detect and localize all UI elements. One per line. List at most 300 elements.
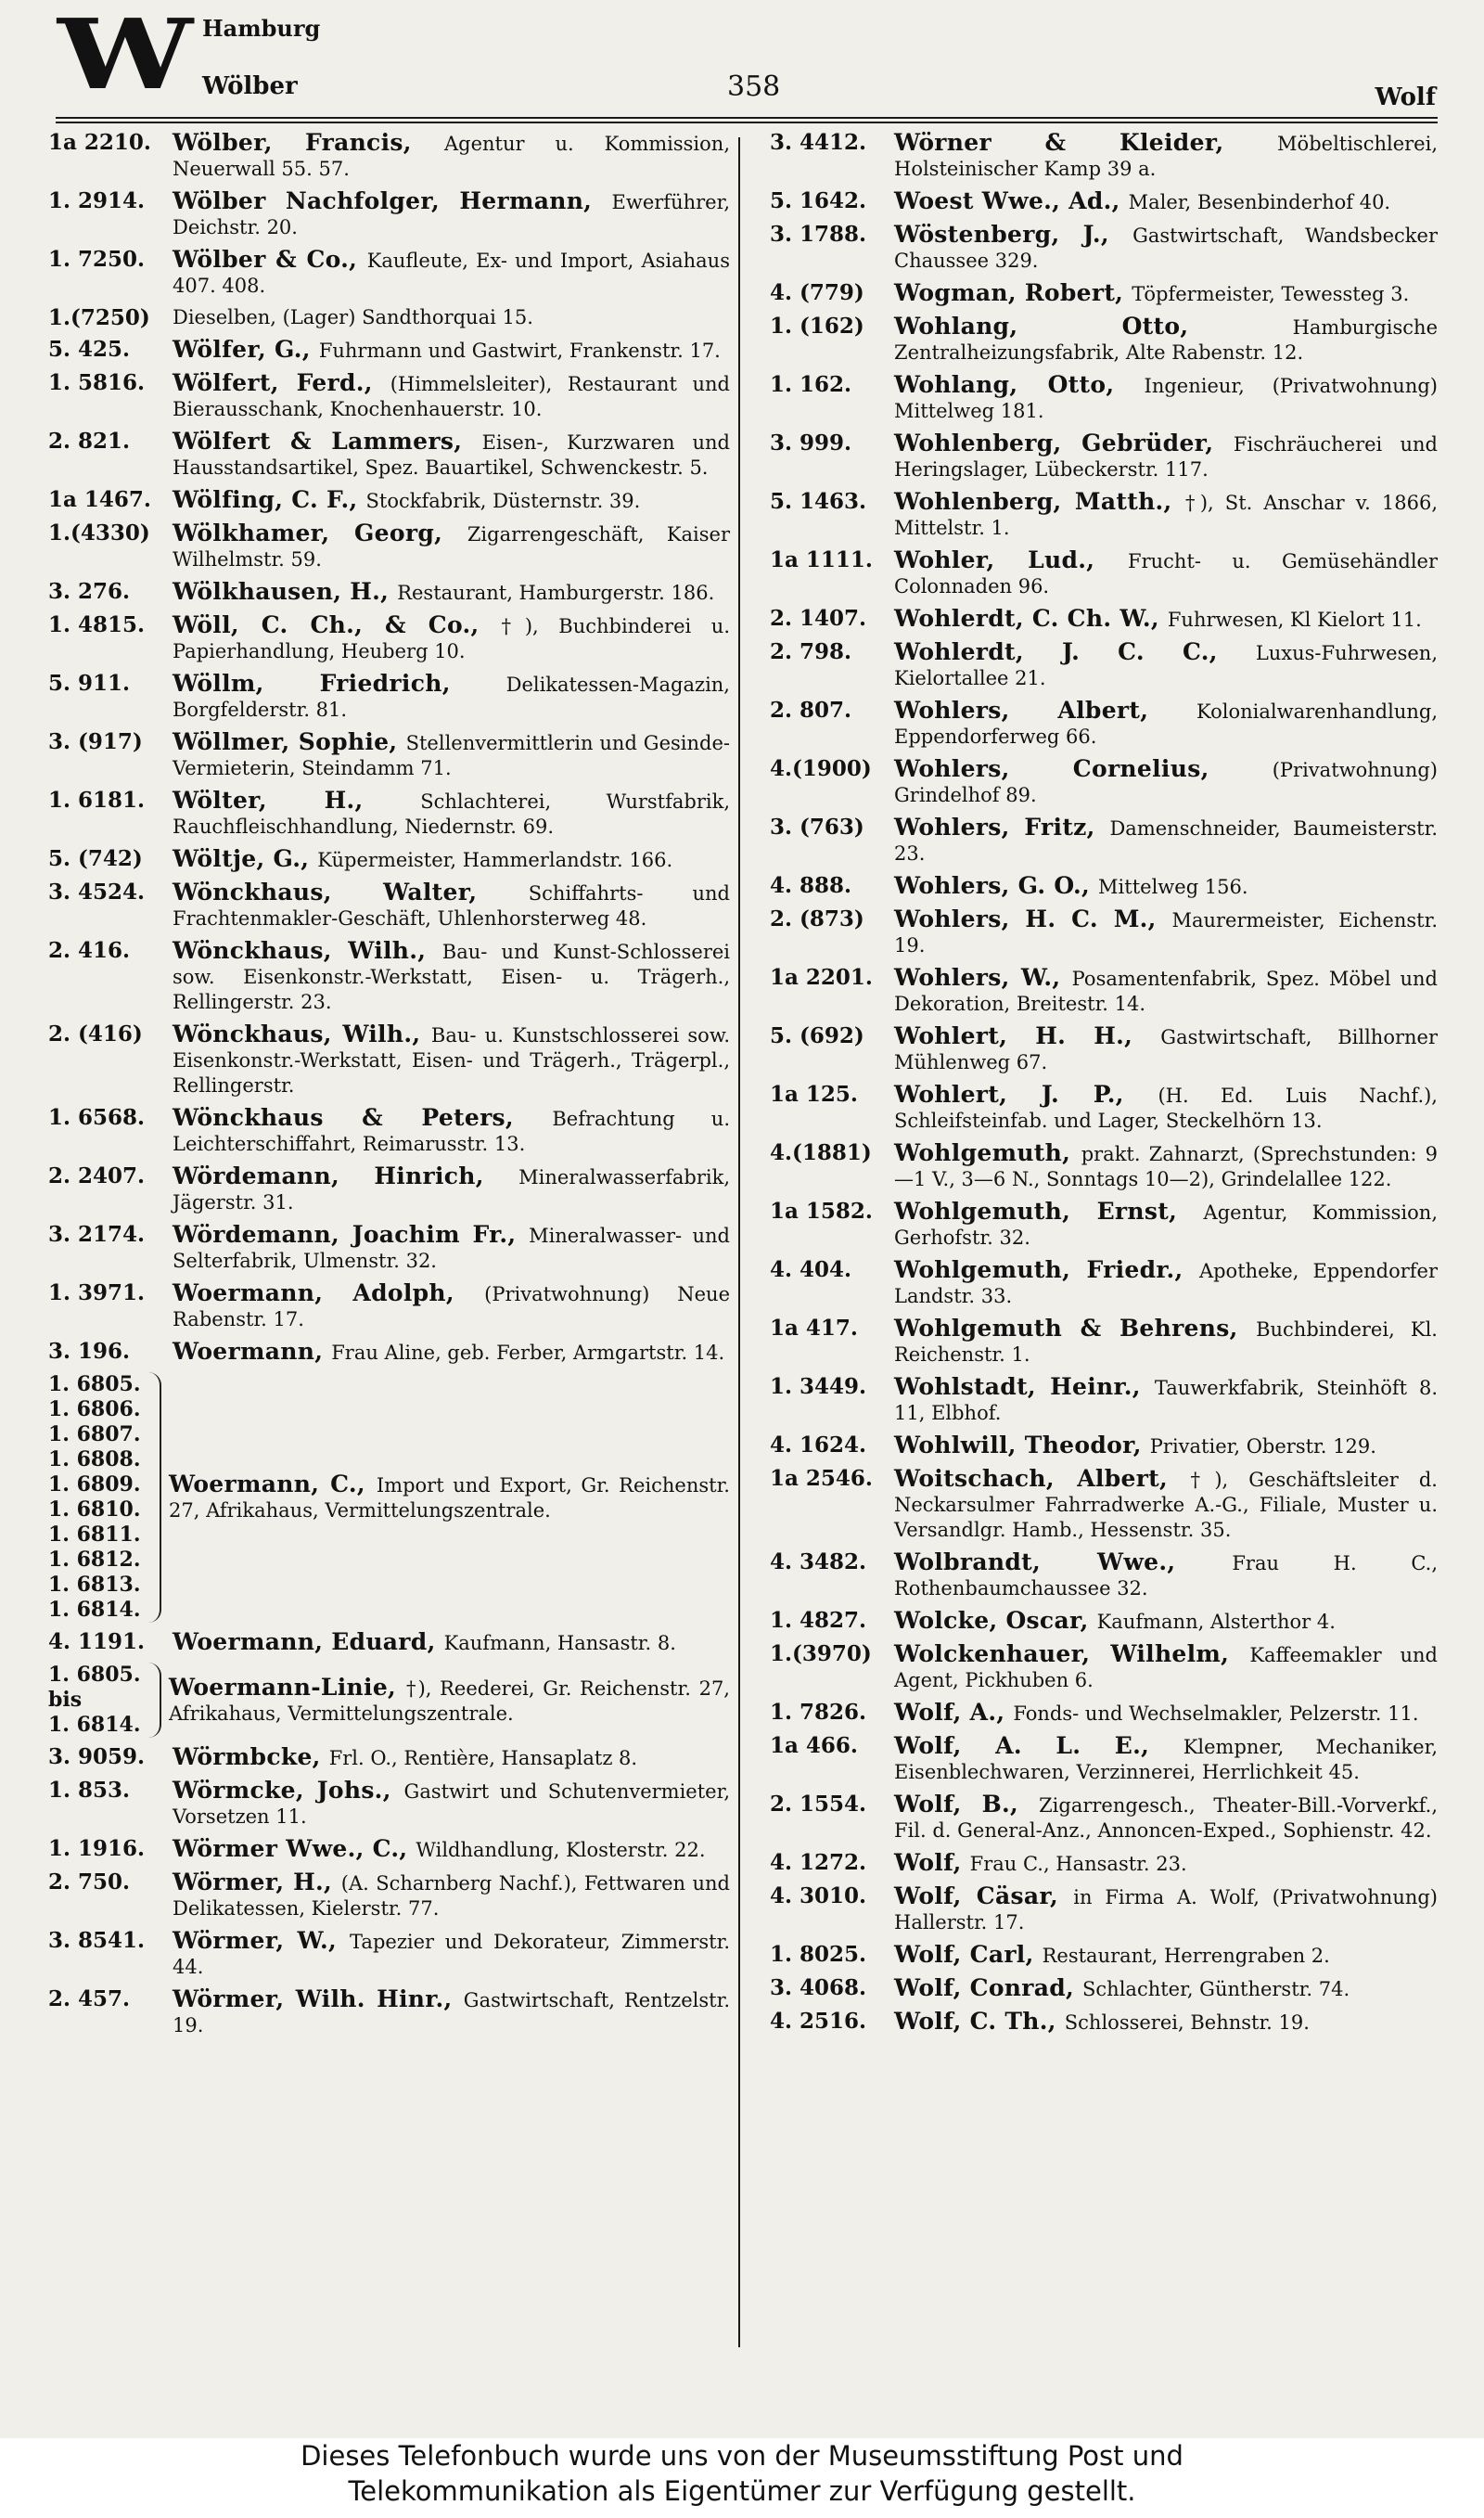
listing-body	[173, 1869, 730, 1921]
listing-name: Wohlgemuth, Ernst,	[894, 1198, 1204, 1225]
listing-details: Gastwirtschaft, Rentzelstr. 19.	[173, 1989, 730, 2036]
listing-name: Wörmer, H.,	[173, 1869, 341, 1895]
listing-details: Fuhrwesen, Kl Kielort 11.	[1167, 609, 1422, 631]
listing-name: Wörmbcke,	[173, 1743, 329, 1770]
section-letter: W	[58, 0, 193, 111]
phone-number: 1. 3971.	[48, 1280, 146, 1305]
listing-details: Küpermeister, Hammerlandstr. 166.	[317, 849, 673, 871]
listing-details: (Privatwohnung) Neue Rabenstr. 17.	[173, 1283, 731, 1330]
listing-entry	[770, 1466, 1438, 1543]
phone-number: 2. 457.	[48, 1986, 131, 2011]
phone-number: 2. 821.	[48, 429, 131, 454]
phone-number: 1. 6808.	[48, 1447, 141, 1471]
listing-entry	[48, 612, 730, 664]
listing-name: Wörner & Kleider,	[894, 129, 1278, 156]
listing-details: Schiffahrts- und Frachtenmakler-Geschäft, Uhlenhorsterweg 48.	[173, 882, 731, 930]
listing-details: Delikatessen-Magazin, Borgfelderstr. 81.	[173, 674, 730, 721]
listing-name: Wohlstadt, Heinr.,	[894, 1373, 1155, 1400]
listing-details: (Privatwohnung) Grindelhof 89.	[894, 759, 1438, 806]
listing-details: Möbeltischlerei, Holsteinischer Kamp 39 a.	[894, 133, 1438, 180]
listing-details: Mittelweg 156.	[1098, 876, 1248, 898]
phone-number: 4. 1624.	[770, 1432, 867, 1458]
listing-details: (Himmelsleiter), Restaurant und Bierausschank, Knochenhauerstr. 10.	[173, 373, 730, 420]
listing-body	[894, 1608, 1438, 1635]
listing-body	[894, 1466, 1438, 1543]
phone-number: 1. 6805.	[48, 1372, 141, 1396]
listing-entry-group	[48, 1663, 730, 1738]
listing-details: Kaufmann, Alsterthor 4.	[1096, 1611, 1336, 1633]
listing-name: Wönckhaus, Wilh.,	[173, 1021, 431, 1047]
phone-number: 5. (742)	[48, 846, 143, 871]
listing-entry-group	[48, 1372, 730, 1623]
listing-body	[173, 429, 730, 481]
phone-number: 5. 1463.	[770, 489, 867, 514]
phone-number: 1. 8025.	[770, 1942, 867, 1967]
listing-body	[173, 729, 730, 781]
listing-name: Wolf, Carl,	[894, 1941, 1043, 1968]
listing-name: Woermann, Adolph,	[173, 1279, 485, 1306]
phone-number: 1. 6812.	[48, 1548, 141, 1572]
listing-entry	[48, 1778, 730, 1830]
listing-name: Wöllmer, Sophie,	[173, 728, 406, 755]
listing-name: Wohler, Lud.,	[894, 546, 1129, 573]
listing-details: Privatier, Oberstr. 129.	[1149, 1435, 1376, 1458]
listing-name: Wohlers, G. O.,	[894, 872, 1099, 899]
listing-details: Zigarrengesch., Theater-Bill.-Vorverkf., Fil. d. General-Anz., Annoncen-Exped., Sophienstr. 42.	[894, 1794, 1438, 1842]
phone-number: 4. 3010.	[770, 1883, 867, 1908]
phone-number: 1. 6811.	[48, 1522, 141, 1547]
listing-name: Wohlers, Cornelius,	[894, 755, 1273, 782]
listing-text	[169, 1675, 730, 1727]
listing-name: Woermann-Linie,	[169, 1673, 407, 1701]
listing-details: Schlachter, Güntherstr. 74.	[1082, 1978, 1350, 2000]
phone-number: 1. 3449.	[770, 1374, 867, 1399]
listing-body	[894, 1199, 1438, 1251]
listing-details: Klempner, Mechaniker, Eisenblechwaren, Verzinnerei, Herrlichkeit 45.	[894, 1736, 1438, 1783]
phone-number: 1. 6810.	[48, 1497, 141, 1522]
listing-details: Bau- u. Kunstschlosserei sow. Eisenkonstr.-Werkstatt, Eisen- und Trägerh., Trägerpl., Rellingerstr.	[173, 1024, 730, 1097]
listing-entry	[770, 1942, 1438, 1969]
listing-name: Wolcke, Oscar,	[894, 1607, 1097, 1634]
header-range-to: Wolf	[1375, 84, 1436, 111]
listing-body	[894, 873, 1438, 900]
listing-body	[173, 612, 730, 664]
listing-body	[894, 965, 1438, 1017]
listing-body	[894, 430, 1438, 482]
phone-number: 4. 3482.	[770, 1549, 867, 1574]
listing-details: Kaufmann, Hansastr. 8.	[443, 1632, 676, 1654]
listing-entry	[770, 606, 1438, 633]
listing-entry	[770, 1700, 1438, 1727]
listing-body	[894, 280, 1438, 307]
listing-name: Wöstenberg, J.,	[894, 221, 1133, 248]
listing-body	[169, 1663, 730, 1738]
phone-number: 1. 6805.	[48, 1663, 141, 1687]
listing-details: in Firma A. Wolf, (Privatwohnung) Hallerstr. 17.	[894, 1886, 1438, 1933]
phone-number: 1. 6809.	[48, 1472, 141, 1497]
listing-entry	[48, 247, 730, 299]
phone-number: 1a 1467.	[48, 487, 151, 512]
phone-number: 1.(3970)	[770, 1641, 872, 1666]
listing-name: Wölfert & Lammers,	[173, 428, 482, 455]
listing-name: Wölber & Co.,	[173, 246, 367, 273]
listing-body	[894, 2009, 1438, 2036]
listing-body	[894, 547, 1438, 599]
phone-number: 4. (779)	[770, 280, 864, 305]
listing-body	[894, 1257, 1438, 1309]
listing-entry	[770, 1883, 1438, 1935]
listing-entry	[48, 1629, 730, 1656]
listing-details: Maurermeister, Eichenstr. 19.	[894, 909, 1438, 957]
listing-entry	[770, 1023, 1438, 1075]
listing-entry	[48, 130, 730, 182]
listing-name: Wöllm, Friedrich,	[173, 670, 506, 697]
listing-details: Maler, Besenbinderhof 40.	[1128, 191, 1391, 213]
footer-line-2: Telekommunikation als Eigentümer zur Verfügung gestellt.	[348, 2475, 1136, 2507]
listing-entry	[48, 337, 730, 364]
listing-details: Eisen-, Kurzwaren und Hausstandsartikel, Spez. Bauartikel, Schwenckestr. 5.	[173, 431, 730, 479]
phone-number: 3. 4524.	[48, 880, 146, 905]
phone-number: 1a 2546.	[770, 1466, 873, 1491]
phone-number: 3. 2174.	[48, 1222, 146, 1247]
listing-entry	[770, 1975, 1438, 2002]
phone-number: 1a 1582.	[770, 1199, 873, 1224]
listing-body	[894, 1316, 1438, 1368]
listing-body	[894, 639, 1438, 691]
phone-number: 3. 9059.	[48, 1744, 146, 1769]
listing-body	[173, 1986, 730, 2038]
phone-number: 3. 4068.	[770, 1975, 867, 2000]
phone-number: 1. 6807.	[48, 1422, 141, 1446]
listing-entry	[770, 280, 1438, 307]
phone-number: 1. 162.	[770, 372, 852, 397]
listing-body	[173, 1629, 730, 1656]
listing-entry	[770, 489, 1438, 541]
phone-number: 1. 6181.	[48, 788, 146, 813]
listing-name: Wölkhausen, H.,	[173, 578, 398, 605]
listing-name: Wörmer, W.,	[173, 1927, 351, 1954]
listing-body	[894, 1140, 1438, 1192]
phone-number: 5. 425.	[48, 337, 131, 362]
listing-entry	[770, 1608, 1438, 1635]
listing-entry	[770, 2009, 1438, 2036]
phone-number: 1. 2914.	[48, 188, 146, 213]
listing-details: Agentur, Kommission, Gerhofstr. 32.	[894, 1201, 1438, 1249]
listing-name: Wölfing, C. F.,	[173, 486, 366, 513]
listing-body	[894, 1023, 1438, 1075]
listing-body	[894, 1883, 1438, 1935]
column-divider	[738, 137, 740, 2347]
listing-name: Wönckhaus & Peters,	[173, 1104, 553, 1131]
listing-entry	[770, 430, 1438, 482]
listing-entry	[770, 314, 1438, 366]
footer-credit	[0, 2438, 1484, 2518]
listing-body	[173, 247, 730, 299]
listing-entry	[770, 756, 1438, 808]
listing-details: Restaurant, Hamburgerstr. 186.	[397, 582, 715, 604]
listing-details: (A. Scharnberg Nachf.), Fettwaren und Delikatessen, Kielerstr. 77.	[173, 1872, 730, 1920]
phone-number: 4. 1191.	[48, 1629, 146, 1654]
listing-details: Import und Export, Gr. Reichenstr. 27, Afrikahaus, Vermittelungszentrale.	[169, 1474, 730, 1522]
listing-name: Wogman, Robert,	[894, 279, 1132, 306]
listing-body	[173, 520, 730, 572]
listing-body	[894, 1082, 1438, 1134]
listing-name: Wolf, C. Th.,	[894, 2008, 1065, 2035]
listing-details: Fischräucherei und Heringslager, Lübeckerstr. 117.	[894, 433, 1439, 481]
listing-body	[173, 846, 730, 873]
listing-details: Fuhrmann und Gastwirt, Frankenstr. 17.	[318, 340, 721, 362]
phone-number: 1. 6814.	[48, 1598, 141, 1622]
listing-entry	[770, 815, 1438, 867]
listing-body	[173, 305, 730, 330]
listing-name: Wohlang, Otto,	[894, 313, 1293, 340]
listing-details: Luxus-Fuhrwesen, Kielortallee 21.	[894, 642, 1438, 689]
phone-number: 1. 6568.	[48, 1105, 146, 1130]
listing-name: Wördemann, Hinrich,	[173, 1163, 519, 1189]
listing-name: Wördemann, Joachim Fr.,	[173, 1221, 530, 1248]
listing-entry	[48, 1836, 730, 1863]
listing-entry	[48, 305, 730, 330]
listing-details: Befrachtung u. Leichterschiffahrt, Reimarusstr. 13.	[173, 1108, 730, 1155]
header-range-from: Wölber	[202, 72, 298, 100]
listing-body	[173, 938, 730, 1015]
listing-details: Posamentenfabrik, Spez. Möbel und Dekoration, Breitestr. 14.	[894, 968, 1438, 1015]
phone-number: 1. 4827.	[770, 1608, 867, 1633]
listing-name: Wölfer, G.,	[173, 336, 319, 363]
listing-body	[894, 1850, 1438, 1877]
phone-number: 2. 1407.	[770, 606, 867, 631]
listing-name: Wolf, A. L. E.,	[894, 1732, 1183, 1759]
phone-number-list	[48, 1372, 161, 1623]
listing-entry	[770, 1140, 1438, 1192]
phone-number: 1.(4330)	[48, 520, 150, 546]
listing-details: Gastwirtschaft, Billhorner Mühlenweg 67.	[894, 1026, 1439, 1073]
listing-body	[173, 1021, 730, 1098]
phone-number: 1a 125.	[770, 1082, 858, 1107]
listing-body	[894, 815, 1438, 867]
phone-number: 1a 2201.	[770, 965, 873, 990]
phone-number: 1a 466.	[770, 1733, 858, 1758]
listing-body	[894, 1792, 1438, 1844]
listing-name: Wölter, H.,	[173, 787, 421, 814]
phone-number: 4.(1881)	[770, 1140, 872, 1165]
listing-name: Woermann,	[173, 1338, 332, 1365]
listing-entry	[770, 1199, 1438, 1251]
phone-number: 1. 6814.	[48, 1713, 141, 1737]
listing-name: Wölkhamer, Georg,	[173, 520, 467, 546]
phone-number: 2. 1554.	[770, 1792, 867, 1817]
listing-entry	[48, 1222, 730, 1274]
listing-body	[173, 1928, 730, 1980]
listing-details: Frucht- u. Gemüsehändler Colonnaden 96.	[894, 550, 1438, 597]
phone-number: 1. 5816.	[48, 370, 146, 395]
listing-details: Töpfermeister, Tewessteg 3.	[1132, 283, 1410, 305]
phone-number: 1a 1111.	[770, 547, 873, 572]
phone-number: 1a 417.	[770, 1316, 858, 1341]
listing-entry	[770, 1549, 1438, 1601]
left-column	[48, 130, 730, 2045]
listing-body	[894, 1975, 1438, 2002]
listing-entry	[770, 1082, 1438, 1134]
listing-details: Kolonialwarenhandlung, Eppendorferweg 66.	[894, 700, 1438, 748]
listing-details: Buchbinderei, Kl. Reichenstr. 1.	[894, 1318, 1438, 1366]
listing-entry	[48, 938, 730, 1015]
listing-body	[894, 606, 1438, 633]
phone-number: 1. 1916.	[48, 1836, 146, 1861]
listing-name: Woitschach, Albert,	[894, 1465, 1191, 1492]
listing-entry	[48, 1986, 730, 2038]
phone-number: 2. 750.	[48, 1869, 131, 1895]
listing-body	[894, 188, 1438, 215]
listing-entry	[770, 547, 1438, 599]
listing-body	[894, 1700, 1438, 1727]
listing-details: Ewerführer, Deichstr. 20.	[173, 191, 730, 238]
listing-name: Wohlerdt, C. Ch. W.,	[894, 605, 1168, 632]
phone-number: 1. 6806.	[48, 1397, 141, 1421]
listing-details: Tauwerkfabrik, Steinhöft 8. 11, Elbhof.	[894, 1377, 1438, 1424]
listing-name: Wönckhaus, Walter,	[173, 879, 529, 906]
phone-number: 5. 1642.	[770, 188, 867, 213]
listing-body	[173, 1778, 730, 1830]
listing-entry	[770, 1374, 1438, 1426]
listing-body	[894, 314, 1438, 366]
listing-body	[173, 337, 730, 364]
listing-details: Wildhandlung, Klosterstr. 22.	[416, 1839, 706, 1861]
phone-number: 1. 6813.	[48, 1573, 141, 1597]
listing-entry	[770, 965, 1438, 1017]
listing-body	[173, 130, 730, 182]
listing-details: Frau H. C., Rothenbaumchaussee 32.	[894, 1552, 1438, 1599]
listing-details: Fonds- und Wechselmakler, Pelzerstr. 11.	[1013, 1702, 1419, 1725]
listing-name: Wohlwill, Theodor,	[894, 1432, 1150, 1458]
listing-name: Wohlerdt, J. C. C.,	[894, 638, 1256, 665]
phone-number: 1. 853.	[48, 1778, 131, 1803]
listing-entry	[48, 880, 730, 931]
listing-details: Stockfabrik, Düsternstr. 39.	[365, 490, 641, 512]
phone-number: 2. 416.	[48, 938, 131, 963]
listing-text	[169, 1471, 730, 1523]
listing-body	[173, 487, 730, 514]
listing-entry	[48, 1339, 730, 1366]
listing-body	[169, 1372, 730, 1623]
listing-details: Restaurant, Herrengraben 2.	[1042, 1945, 1330, 1967]
listing-entry	[48, 487, 730, 514]
listing-entry	[770, 1432, 1438, 1459]
listing-entry	[48, 520, 730, 572]
listing-name: Wönckhaus, Wilh.,	[173, 937, 442, 964]
listing-name: Wolf, Cäsar,	[894, 1882, 1074, 1909]
footer-line-1: Dieses Telefonbuch wurde uns von der Museumsstiftung Post und	[301, 2440, 1183, 2472]
listing-body	[894, 756, 1438, 808]
listing-entry	[770, 1316, 1438, 1368]
listing-name: Wolf, Conrad,	[894, 1974, 1083, 2001]
listing-entry	[770, 222, 1438, 274]
listing-body	[894, 222, 1438, 274]
phone-number: 2. (873)	[770, 906, 864, 931]
phone-number: 1.(7250)	[48, 305, 150, 330]
phone-number: 4. 2516.	[770, 2009, 867, 2034]
listing-details: Zigarrengeschäft, Kaiser Wilhelmstr. 59.	[173, 523, 730, 571]
listing-name: Wolf, B.,	[894, 1791, 1040, 1818]
listing-name: Wörmcke, Johs.,	[173, 1777, 404, 1804]
listing-details: Damenschneider, Baumeisterstr. 23.	[894, 817, 1439, 865]
listing-body	[173, 1339, 730, 1366]
listing-body	[173, 1105, 730, 1157]
listing-entry	[770, 188, 1438, 215]
phone-number: 2. 798.	[770, 639, 852, 664]
phone-number: 3. (763)	[770, 815, 864, 840]
listing-entry	[48, 188, 730, 240]
phone-number: 4. 888.	[770, 873, 852, 898]
listing-entry	[48, 671, 730, 723]
listing-name: Wohlgemuth,	[894, 1139, 1081, 1166]
phone-number: 5. 911.	[48, 671, 131, 696]
listing-entry	[48, 429, 730, 481]
phone-number: 3. 999.	[770, 430, 852, 456]
listing-body	[894, 1641, 1438, 1693]
listing-entry	[48, 579, 730, 606]
phone-number: 4. 1272.	[770, 1850, 867, 1875]
listing-body	[173, 671, 730, 723]
header-city: Hamburg	[202, 15, 321, 42]
phone-number: 3. 4412.	[770, 130, 867, 155]
listing-name: Wohlers, Fritz,	[894, 814, 1110, 841]
listing-name: Wölber, Francis,	[173, 129, 444, 156]
listing-entry	[48, 1744, 730, 1771]
listing-details: Hamburgische Zentralheizungsfabrik, Alte Rabenstr. 12.	[894, 316, 1438, 364]
listing-body	[894, 372, 1438, 424]
listing-details: Agentur u. Kommission, Neuerwall 55. 57.	[173, 133, 730, 180]
listing-name: Wolf, A.,	[894, 1699, 1014, 1726]
listing-details: Mineralwasserfabrik, Jägerstr. 31.	[173, 1166, 730, 1214]
listing-details: Frl. O., Rentière, Hansaplatz 8.	[328, 1747, 638, 1769]
listing-entry	[770, 698, 1438, 750]
listing-details: Gastwirtschaft, Wandsbecker Chaussee 329.	[894, 225, 1438, 272]
phone-number: 4. 404.	[770, 1257, 852, 1282]
right-column	[770, 130, 1438, 2042]
listing-details: †), Buchbinderei u. Papierhandlung, Heuberg 10.	[173, 615, 731, 662]
listing-body	[173, 579, 730, 606]
listing-details: Frau C., Hansastr. 23.	[969, 1853, 1187, 1875]
listing-name: Wölber Nachfolger, Hermann,	[173, 187, 612, 214]
listing-name: Wohlers, Albert,	[894, 697, 1196, 724]
listing-entry	[48, 1163, 730, 1215]
listing-name: Woermann, Eduard,	[173, 1628, 444, 1655]
listing-details: Dieselben, (Lager) Sandthorquai 15.	[173, 306, 533, 328]
listing-entry	[770, 873, 1438, 900]
listing-name: Wohlgemuth & Behrens,	[894, 1315, 1257, 1342]
listing-details: †), St. Anschar v. 1866, Mittelstr. 1.	[894, 492, 1438, 539]
listing-details: prakt. Zahnarzt, (Sprechstunden: 9—1 V., 3—6 N., Sonntags 10—2), Grindelallee 122.	[894, 1143, 1438, 1190]
listing-name: Wörmer, Wilh. Hinr.,	[173, 1985, 464, 2012]
phone-number: 2. (416)	[48, 1021, 143, 1047]
listing-entry	[48, 729, 730, 781]
listing-body	[173, 188, 730, 240]
listing-entry	[48, 1021, 730, 1098]
listing-entry	[770, 1641, 1438, 1693]
listing-details: Bau- und Kunst-Schlosserei sow. Eisenkonstr.-Werkstatt, Eisen- u. Trägerh., Rellingerstr. 23.	[173, 941, 730, 1013]
listing-body	[173, 788, 730, 840]
phone-number: 5. (692)	[770, 1023, 864, 1048]
listing-name: Wohlang, Otto,	[894, 371, 1145, 398]
listing-details: Mineralwasser- und Selterfabrik, Ulmenstr. 32.	[173, 1225, 730, 1272]
listing-name: Wohlenberg, Matth.,	[894, 488, 1185, 515]
listing-body	[894, 698, 1438, 750]
phone-number: 2. 2407.	[48, 1163, 146, 1188]
listing-body	[173, 1222, 730, 1274]
listing-details: Gastwirt und Schutenvermieter, Vorsetzen 11.	[173, 1780, 730, 1828]
phone-number: 1. 4815.	[48, 612, 146, 637]
